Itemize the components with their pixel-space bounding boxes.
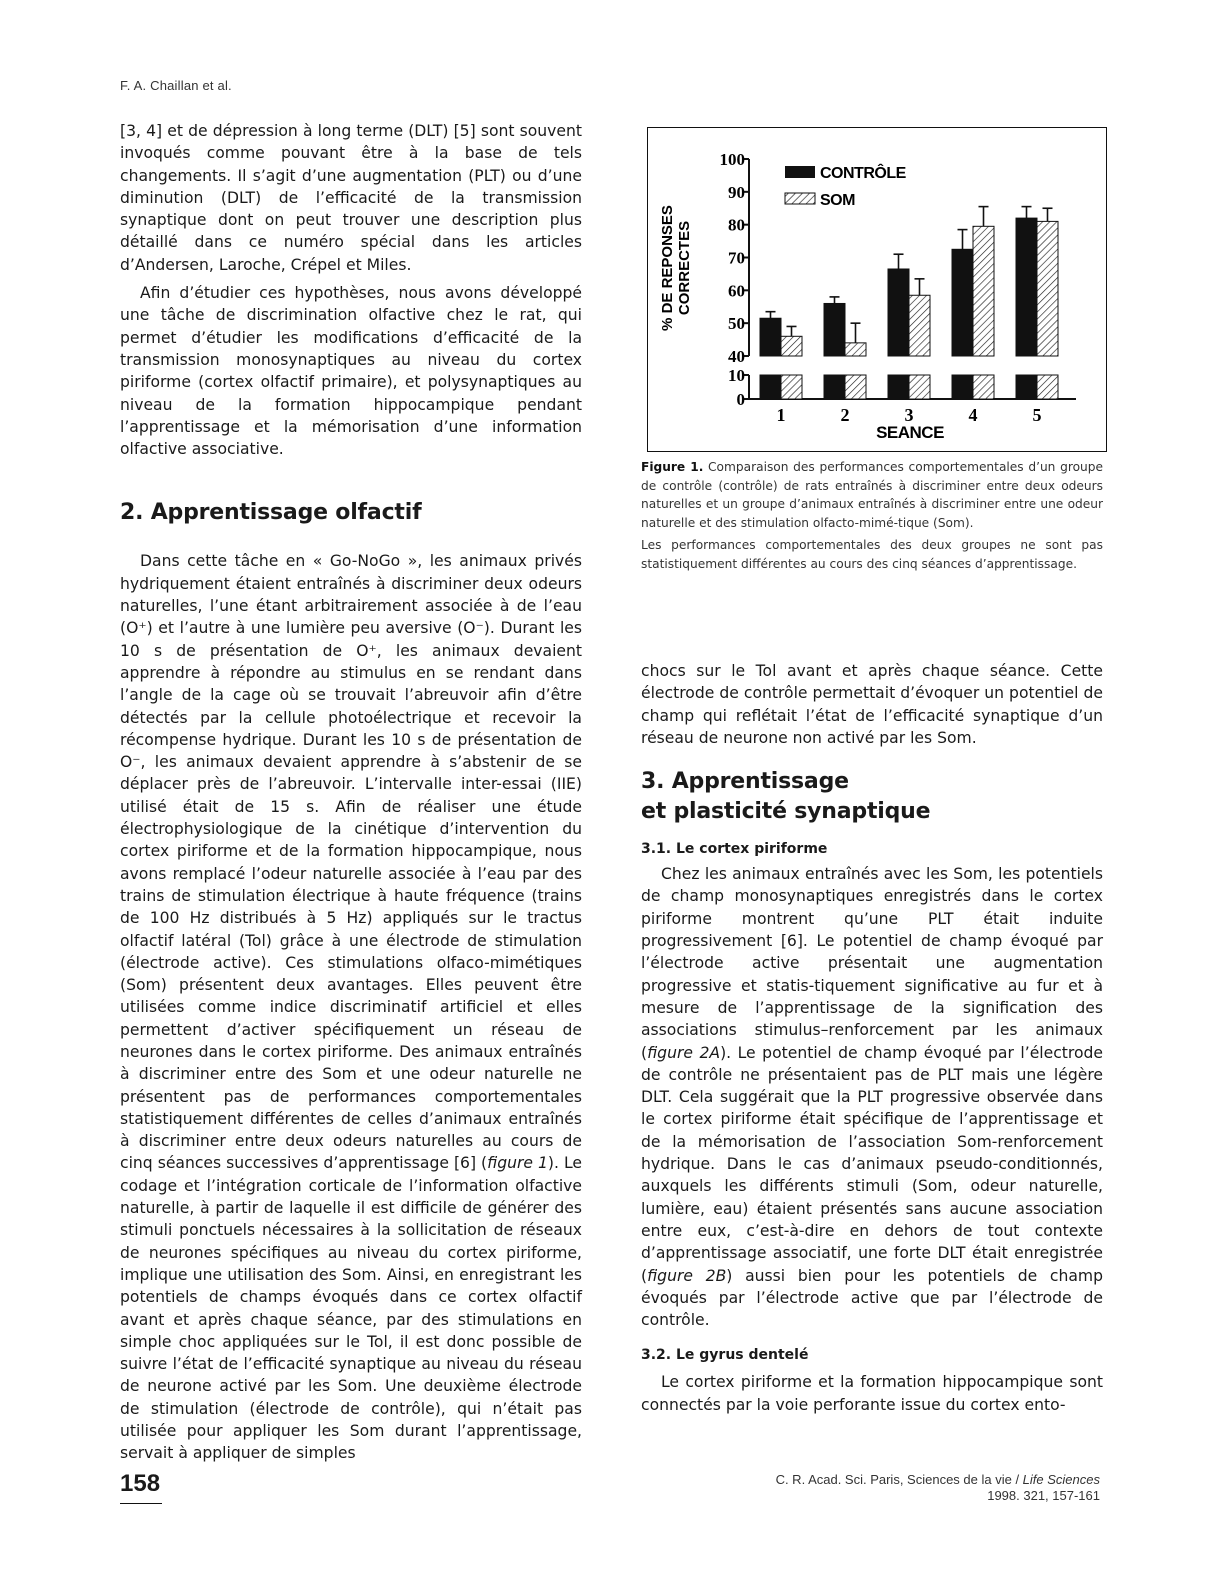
figure-reference[interactable]: figure 2B: [647, 1266, 727, 1285]
bar-chart: [648, 128, 1105, 450]
body-paragraph: chocs sur le Tol avant et après chaque séance. Cette électrode de contrôle permettait d’évoquer un potentiel de champ qui reflétait l’état de l’efficacité synaptique d’un réseau de neurone non activé par les Som.: [641, 662, 1103, 747]
section-heading: 3. Apprentissage et plasticité synaptique: [641, 769, 931, 825]
svg-text:CONTRÔLE: CONTRÔLE: [820, 165, 906, 182]
svg-text:40: 40: [728, 347, 745, 366]
caption-note: Les performances comportementales des deux groupes ne sont pas statistiquement différentes au cours des cinq séances d’apprentissage.: [641, 538, 1103, 571]
body-paragraph: Le cortex piriforme et la formation hippocampique sont connectés par la voie perforante issue du cortex ento-: [641, 1373, 1103, 1414]
svg-text:5: 5: [1032, 405, 1042, 425]
svg-text:SEANCE: SEANCE: [876, 423, 944, 442]
svg-text:% DE REPONSES: % DE REPONSES: [659, 205, 676, 331]
page-number-rule: [120, 1503, 162, 1504]
figure-reference[interactable]: figure 1: [487, 1154, 548, 1173]
svg-text:60: 60: [728, 281, 745, 301]
svg-text:SOM: SOM: [820, 192, 855, 209]
running-head: F. A. Chaillan et al.: [120, 78, 232, 93]
subsection-heading: 3.2. Le gyrus dentelé: [641, 1347, 809, 1364]
svg-text:90: 90: [728, 182, 745, 202]
journal-citation: C. R. Acad. Sci. Paris, Sciences de la vie / Life Sciences 1998. 321, 157-161: [775, 1472, 1100, 1503]
caption-label: Figure 1.: [641, 460, 704, 474]
svg-text:80: 80: [728, 215, 745, 235]
right-column: [641, 660, 1103, 1416]
svg-text:50: 50: [728, 314, 745, 334]
section-heading: 2. Apprentissage olfactif: [120, 500, 422, 526]
subsection-heading: 3.1. Le cortex piriforme: [641, 841, 828, 858]
body-paragraph: Afin d’étudier ces hypothèses, nous avons développé une tâche de discrimination olfactive chez le rat, qui permet d’étudier les modifications d’efficacité de la transmission monosynaptiques au niveau du cortex piriforme (cortex olfactif primaire), et polysynaptiques au niveau de la formation hippocampique pendant l’apprentissage et la mémorisation d’une information olfactive associative.: [120, 284, 582, 459]
left-column: [120, 120, 582, 1465]
svg-text:2: 2: [840, 405, 850, 425]
svg-text:CORRECTES: CORRECTES: [676, 220, 693, 316]
svg-text:3: 3: [904, 405, 914, 425]
svg-text:1: 1: [776, 405, 786, 425]
svg-text:70: 70: [728, 248, 745, 268]
body-paragraph: Dans cette tâche en « Go-NoGo », les animaux privés hydriquement étaient entraînés à discriminer deux odeurs naturelles, l’une étant arbitrairement associée à de l’eau (O⁺) et l’autre à une lumière peu aversive (O⁻). Durant les 10 s de présentation de O⁺, les animaux devaient apprendre à répondre au stimulus en se rendant dans l’angle de la cage où se trouvait l’abreuvoir afin d’être détectés par la cellule photoélectrique et recevoir la récompense hydrique. Durant les 10 s de présentation de O⁻, les animaux devaient apprendre à s’abstenir de se déplacer près de l’abreuvoir. L’intervalle inter-essai (IIE) utilisé était de 15 s. Afin de réaliser une étude électrophysiologique de la cinétique d’intervention du cortex piriforme et de la formation hippocampique, nous avons remplacé l’odeur naturelle associée à l’eau par des trains de stimulation électrique à haute fréquence (trains de 100 Hz distribués à 5 Hz) appliqués sur le tractus olfactif latéral (Tol) grâce à une électrode de stimulation (électrode active). Ces stimulations olfaco-mimétiques (Som) présentent deux avantages. Elles peuvent être utilisées comme indice discriminatif artificiel et elles permettent d’activer spécifiquement un réseau de neurones dans le cortex piriforme. Des animaux entraînés à discriminer entre des Som et une odeur naturelle ne présentent pas de performances comportementales statistiquement différentes de celles d’animaux entraînés à discriminer entre deux odeurs naturelles au cours de cinq séances successives d’apprentissage [6] (figure 1). Le codage et l’intégration corticale de l’information olfactive naturelle, à partir de laquelle il est difficile de générer des stimuli ponctuels nécessaires à la sollicitation de réseaux de neurones spécifiques au niveau du cortex piriforme, implique une utilisation des Som. Ainsi, en enregistrant les potentiels de champs évoqués dans ce cortex olfactif avant et après chaque séance, par des stimulations en simple choc appliquées sur le Tol, il est donc possible de suivre l’état de l’efficacité synaptique au niveau du réseau de neurone activé par les Som. Une deuxième électrode de stimulation (électrode de contrôle), qui n’était pas utilisée pour appliquer les Som durant l’apprentissage, servait à appliquer de simples: [120, 552, 582, 1463]
svg-text:100: 100: [719, 150, 745, 169]
figure-1: [647, 127, 1107, 452]
figure-caption: Figure 1. Comparaison des performances comportementales d’un groupe de contrôle (contrôle) de rats entraînés à discriminer entre deux odeurs naturelles et un groupe d’animaux entraînés à discriminer entre une odeur naturelle et des stimulation olfacto-mimé-tique (Som). Les performances comportementales des deux groupes ne sont pas statistiquement différentes au cours des cinq séances d’apprentissage.: [641, 458, 1103, 573]
svg-text:0: 0: [736, 390, 745, 409]
svg-text:10: 10: [728, 366, 745, 385]
body-paragraph: [3, 4] et de dépression à long terme (DLT) [5] sont souvent invoqués comme pouvant être à la base de tels changements. Il s’agit d’une augmentation (PLT) ou d’une diminution (DLT) de l’efficacité de la transmission synaptique dont on peut trouver une description plus détaillé dans ce numéro spécial dans les articles d’Andersen, Laroche, Crépel et Miles.: [120, 122, 582, 274]
page-number: 158: [120, 1470, 161, 1497]
body-paragraph: Chez les animaux entraînés avec les Som, les potentiels de champ monosynaptiques enregistrés dans le cortex piriforme montrent qu’une PLT était induite progressivement [6]. Le potentiel de champ évoqué par l’électrode active présentait une augmentation progressive et statis-tiquement significative au fur et à mesure de l’apprentissage de la signification des associations stimulus–renforcement par les animaux (figure 2A). Le potentiel de champ évoqué par l’électrode de contrôle ne présentaient pas de PLT mais une légère DLT. Cela suggérait que la PLT progressive observée dans le cortex piriforme était spécifique de l’apprentissage et de la mémorisation de l’association Som-renforcement hydrique. Dans le cas d’animaux pseudo-conditionnés, auxquels les différents stimuli (Som, odeur naturelle, lumière, eau) étaient présentés sans aucune association entre eux, c’est-à-dire en dehors de tout contexte d’apprentissage associatif, une forte DLT était enregistrée (figure 2B) aussi bien pour les potentiels de champ évoqués par l’électrode active que par l’électrode de contrôle.: [641, 865, 1104, 1330]
figure-reference[interactable]: figure 2A: [647, 1043, 721, 1062]
svg-text:4: 4: [968, 405, 978, 425]
